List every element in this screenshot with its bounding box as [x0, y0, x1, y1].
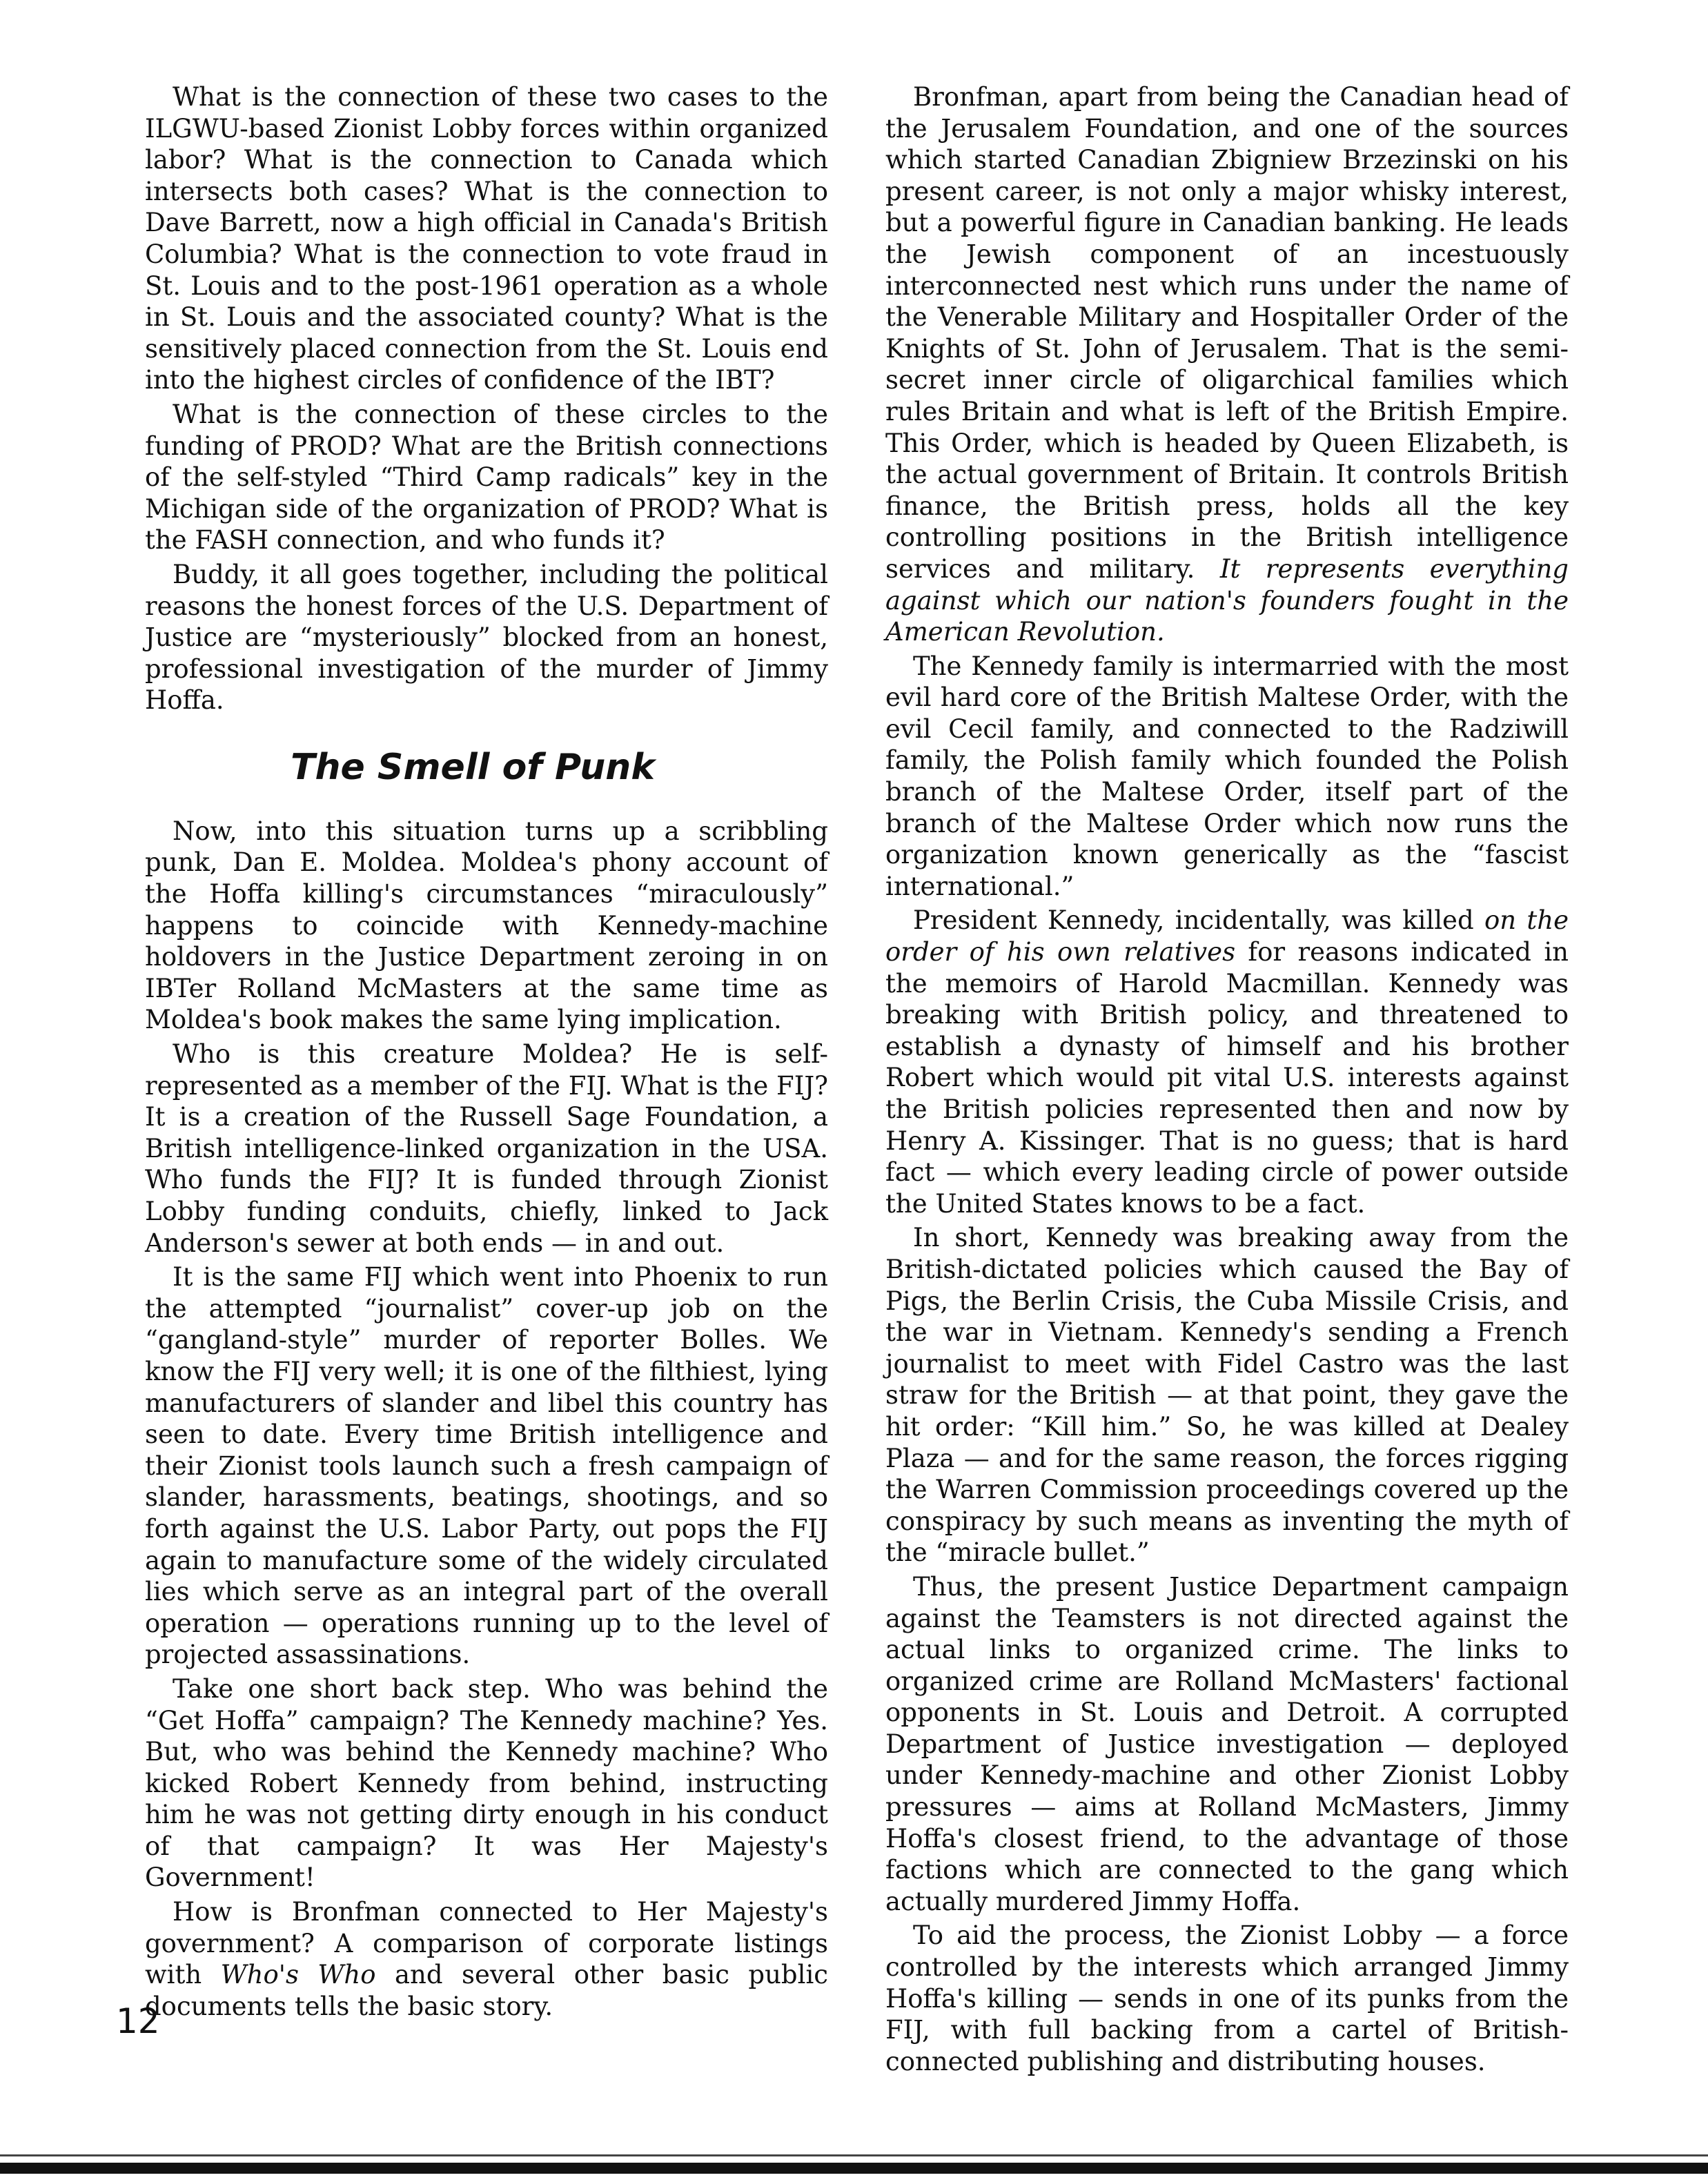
paragraph: To aid the process, the Zionist Lobby — a force controlled by the interests which arranged Jimmy Hoffa's killing — sends in one of its punks from the FIJ, with full backing from a cartel of British-connected publishing and distributing houses.: [885, 1920, 1569, 2076]
section-heading: The Smell of Punk: [291, 746, 655, 788]
paragraph: The Kennedy family is intermarried with the most evil hard core of the British Maltese Order, with the evil Cecil family, and connected to the Radziwill family, the Polish family which founded the Polish branch of the Maltese Order, itself part of the branch of the Maltese Order which now runs the organization known generically as the “fascist international.”: [885, 651, 1569, 901]
paragraph: Buddy, it all goes together, including the political reasons the honest forces of the U.S. Department of Justice are “mysteriously” blocked from an honest, professional investigation of the murder of Jimmy Hoffa.: [145, 559, 828, 716]
paragraph: Now, into this situation turns up a scribbling punk, Dan E. Moldea. Moldea's phony account of the Hoffa killing's circumstances “miraculously” happens to coincide with Kennedy-machine holdovers in the Justice Department zeroing in on IBTer Rolland McMasters at the same time as Moldea's book makes the same lying implication.: [145, 816, 828, 1035]
paragraph: Take one short back step. Who was behind the “Get Hoffa” campaign? The Kennedy machine? Yes. But, who was behind the Kennedy machine? Who kicked Robert Kennedy from behind, instructing him he was not getting dirty enough in his conduct of that campaign? It was Her Majesty's Government!: [145, 1673, 828, 1893]
left-column: [145, 81, 828, 2025]
text-run: How is Bronfman connected to Her Majesty's government? A comparison of corporate listings with: [145, 1897, 828, 1990]
paragraph: It is the same FIJ which went into Phoenix to run the attempted “journalist” cover-up job on the “gangland-style” murder of reporter Bolles. We know the FIJ very well; it is one of the filthiest, lying manufacturers of slander and libel this country has seen to date. Every time British intelligence and their Zionist tools launch such a fresh campaign of slander, harassments, beatings, shootings, and so forth against the U.S. Labor Party, out pops the FIJ again to manufacture some of the widely circulated lies which serve as an integral part of the overall operation — operations running up to the level of projected assassinations.: [145, 1262, 828, 1670]
paragraph: What is the connection of these two cases to the ILGWU-based Zionist Lobby forces within organized labor? What is the connection to Canada which intersects both cases? What is the connection to Dave Barrett, now a high official in Canada's British Columbia? What is the connection to vote fraud in St. Louis and to the post-1961 operation as a whole in St. Louis and the associated county? What is the sensitively placed connection from the St. Louis end into the highest circles of confidence of the IBT?: [145, 82, 828, 395]
text-run: for reasons indicated in the memoirs of Harold Macmillan. Kennedy was breaking with British policy, and threatened to establish a dynasty of himself and his brother Robert which would pit vital U.S. interests against the British policies represented then and now by Henry A. Kissinger. That is no guess; that is hard fact — which every leading circle of power outside the United States knows to be a fact.: [885, 937, 1569, 1219]
bottom-divider: [0, 2163, 1708, 2174]
paragraph: [145, 1896, 828, 2022]
italic-text-run: on the order of his own relatives: [885, 905, 1569, 967]
paragraph: [885, 905, 1569, 1219]
text-run: President Kennedy, incidentally, was killed: [913, 905, 1484, 936]
paragraph: Thus, the present Justice Department campaign against the Teamsters is not directed against the actual links to organized crime. The links to organized crime are Rolland McMasters' factional opponents in St. Louis and Detroit. A corrupted Department of Justice investigation — deployed under Kennedy-machine and other Zionist Lobby pressures — aims at Rolland McMasters, Jimmy Hoffa's closest friend, to the advantage of those factions which are connected to the gang which actually murdered Jimmy Hoffa.: [885, 1571, 1569, 1916]
text-run: and several other basic public documents tells the basic story.: [145, 1960, 829, 2021]
paragraph: [885, 81, 1569, 648]
page-number: 12: [116, 2001, 160, 2041]
paragraph: Who is this creature Moldea? He is self-represented as a member of the FIJ. What is the FIJ? It is a creation of the Russell Sage Foundation, a British intelligence-linked organization in the USA. Who funds the FIJ? It is funded through Zionist Lobby funding conduits, chiefly, linked to Jack Anderson's sewer at both ends — in and out.: [145, 1039, 828, 1258]
text-run: Bronfman, apart from being the Canadian head of the Jerusalem Foundation, and one of the sources which started Canadian Zbigniew Brzezinski on his present career, is not only a major whisky interest, but a powerful figure in Canadian banking. He leads the Jewish component of an incestuously interconnected nest which runs under the name of the Venerable Military and Hospitaller Order of the Knights of St. John of Jerusalem. That is the semi-secret inner circle of oligarchical families which rules Britain and what is left of the British Empire. This Order, which is headed by Queen Elizabeth, is the actual government of Britain. It controls British finance, the British press, holds all the key controlling positions in the British intelligence services and military.: [885, 82, 1569, 584]
italic-text-run: It represents everything against which our nation's founders fought in the American Revolution.: [885, 553, 1569, 647]
paragraph: In short, Kennedy was breaking away from the British-dictated policies which caused the Bay of Pigs, the Berlin Crisis, the Cuba Missile Crisis, and the war in Vietnam. Kennedy's sending a French journalist to meet with Fidel Castro was the last straw for the British — at that point, they gave the hit order: “Kill him.” So, he was killed at Dealey Plaza — and for the same reason, the forces rigging the Warren Commission proceedings covered up the conspiracy by such means as inventing the myth of the “miracle bullet.”: [885, 1223, 1569, 1568]
italic-text-run: Who's Who: [220, 1960, 376, 1990]
paragraph: What is the connection of these circles to the funding of PROD? What are the British connections of the self-styled “Third Camp radicals” key in the Michigan side of the organization of PROD? What is the FASH connection, and who funds it?: [145, 399, 828, 556]
bottom-divider-thin: [0, 2154, 1708, 2156]
right-column: [885, 81, 1569, 2080]
